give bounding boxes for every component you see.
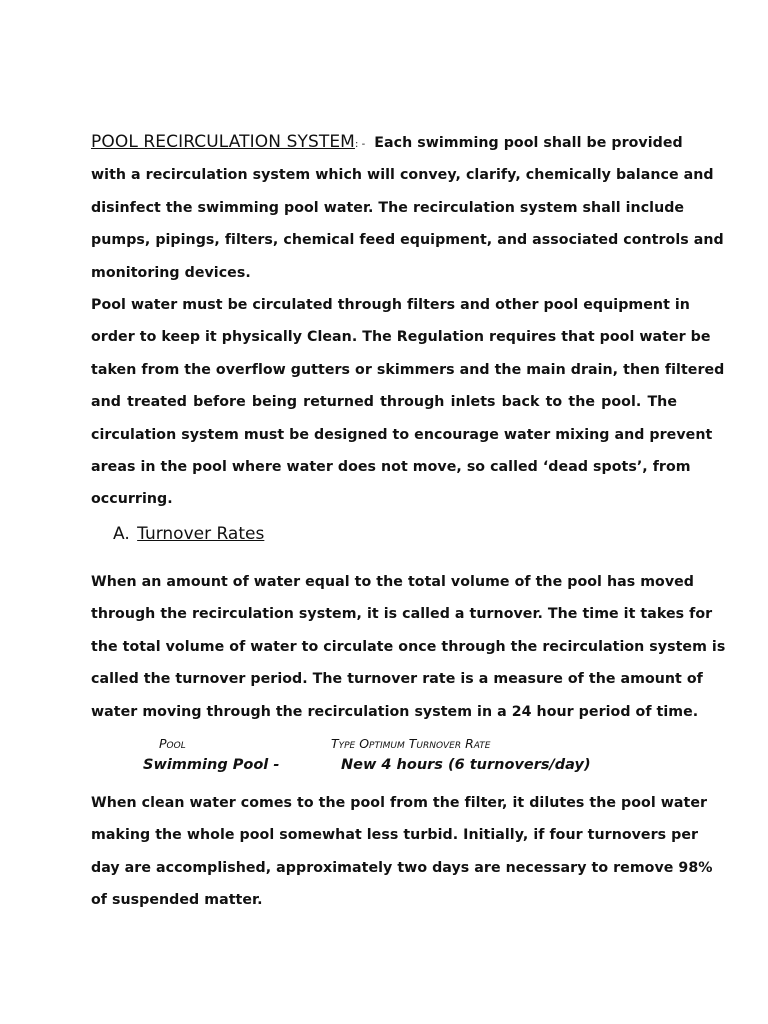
- para4-line: of suspended matter.: [91, 892, 263, 908]
- title-line: [91, 132, 683, 152]
- para3-line: When an amount of water equal to the total volume of the pool has moved: [91, 574, 695, 590]
- para2-line: taken from the overflow gutters or skimmers and the main drain, then filtered: [91, 362, 725, 378]
- para3-line: through the recirculation system, it is called a turnover. The time it takes for: [91, 606, 713, 622]
- table-cell-pool: Swimming Pool -: [143, 757, 280, 773]
- para1-line: with a recirculation system which will convey, clarify, chemically balance and: [91, 167, 714, 183]
- para4-line: When clean water comes to the pool from the filter, it dilutes the pool water: [91, 795, 708, 811]
- para1-line: monitoring devices.: [91, 265, 251, 281]
- title-line-text: Each swimming pool shall be provided: [374, 135, 683, 151]
- heading-separator: : -: [354, 139, 366, 150]
- section-letter: A.: [113, 524, 130, 544]
- main-heading: POOL RECIRCULATION SYSTEM: [91, 132, 355, 152]
- para4-line: making the whole pool somewhat less turbid. Initially, if four turnovers per: [91, 827, 699, 843]
- para3-line: called the turnover period. The turnover rate is a measure of the amount of: [91, 671, 703, 687]
- para1-line: pumps, pipings, filters, chemical feed equipment, and associated controls and: [91, 232, 724, 248]
- para3-line: water moving through the recirculation system in a 24 hour period of time.: [91, 704, 699, 720]
- para2-line: Pool water must be circulated through filters and other pool equipment in: [91, 297, 690, 313]
- table-cell-rate: New 4 hours (6 turnovers/day): [341, 757, 591, 773]
- para2-line: and treated before being returned through inlets back to the pool. The: [91, 394, 677, 410]
- para2-line: circulation system must be designed to encourage water mixing and prevent: [91, 427, 713, 443]
- para2-line: areas in the pool where water does not move, so called ‘dead spots’, from: [91, 459, 691, 475]
- para3-line: the total volume of water to circulate once through the recirculation system is: [91, 639, 726, 655]
- section-title: Turnover Rates: [137, 524, 265, 544]
- section-heading-a: [113, 524, 264, 544]
- table-header-pool: Pool: [159, 736, 186, 751]
- para1-line: disinfect the swimming pool water. The recirculation system shall include: [91, 200, 685, 216]
- table-header-rate: Type Optimum Turnover Rate: [331, 736, 491, 751]
- para2-line: occurring.: [91, 491, 173, 507]
- para2-line: order to keep it physically Clean. The Regulation requires that pool water be: [91, 329, 711, 345]
- para4-line: day are accomplished, approximately two days are necessary to remove 98%: [91, 860, 713, 876]
